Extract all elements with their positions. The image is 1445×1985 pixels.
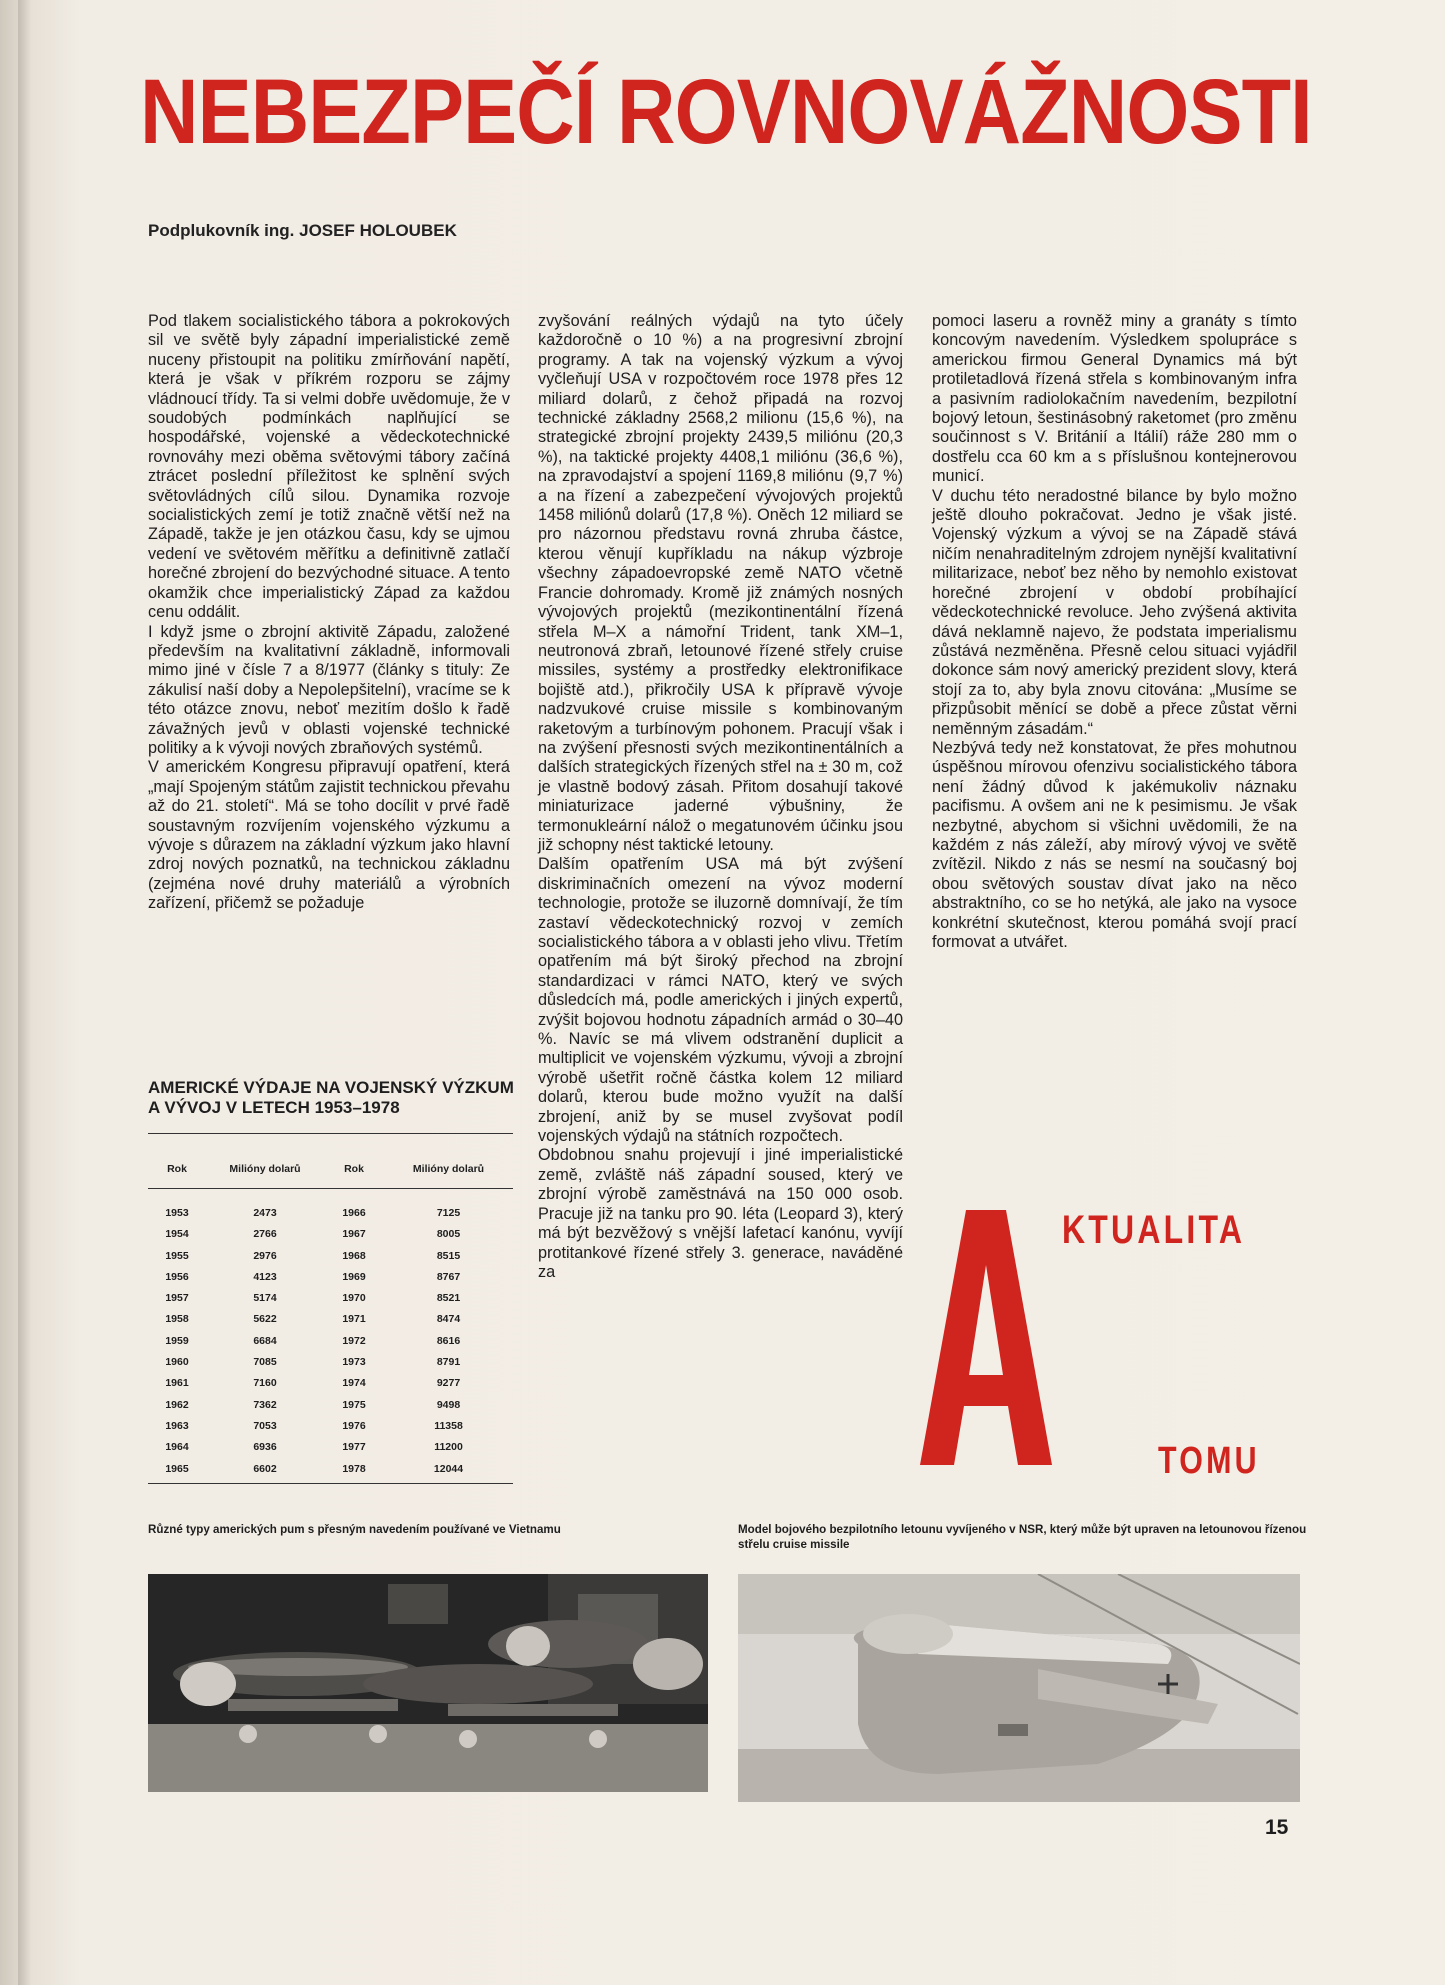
table-body <box>148 1203 513 1480</box>
table-cell: 1977 <box>342 1441 366 1454</box>
table-bottom-rule <box>148 1483 513 1484</box>
text-column-3 <box>932 312 1297 952</box>
table-cell: 1976 <box>342 1419 366 1432</box>
table-cell: 7085 <box>253 1356 277 1369</box>
table-row <box>148 1352 513 1373</box>
table-cell: 8521 <box>436 1292 461 1305</box>
table-row <box>148 1288 513 1309</box>
page-number: 15 <box>1265 1816 1289 1839</box>
table-row <box>148 1437 513 1458</box>
table-cell: 1973 <box>342 1356 366 1369</box>
logo-text-top: KTUALITA <box>1062 1208 1246 1252</box>
table-header-rule <box>148 1188 513 1189</box>
paragraph: pomoci laseru a rovněž miny a granáty s tímto koncovým navedením. Výsledkem spolupráce s americkou firmou General Dynamics má být protiletadlová řízená střela s kombinovaným infra a pasivním radiolokačním navedením, bezpilotní bojový letoun, šestinásobný raketomet (pro změnu součinnost s V. Británií a Itálií) ráže 280 mm o dostřelu cca 60 km a s příslušnou kontejnerovou municí. <box>932 312 1297 486</box>
table-row <box>148 1395 513 1416</box>
table-row <box>148 1267 513 1288</box>
table-cell: 6602 <box>253 1462 277 1475</box>
table-top-rule <box>148 1133 513 1134</box>
table-cell: 11200 <box>434 1441 463 1454</box>
table-cell: 1966 <box>342 1207 366 1219</box>
table-row <box>148 1203 513 1224</box>
table-cell: 2766 <box>253 1228 277 1241</box>
table-cell: 2976 <box>253 1249 277 1262</box>
table-cell: 7125 <box>436 1207 461 1219</box>
table-cell: 5174 <box>253 1292 277 1305</box>
table-cell: 8474 <box>436 1313 461 1326</box>
paragraph: Pod tlakem socialistického tábora a pokrokových sil ve světě byly západní imperialistické země nuceny přistoupit na politiku zmírňování napětí, která je však v příkrém rozporu se zájmy vládnoucí třídy. Ta si velmi dobře uvědomuje, že v soudobých podmínkách naplňující se hospodářské, vojenské a vědeckotechnické rovnováhy mezi oběma světovými tábory začíná ztrácet poslední příležitost ke splnění svých světovládných cílů silou. Dynamika rozvoje socialistických zemí je totiž značně větší než na Západě, takže je jen otázkou času, kdy se ujmou vedení ve světovém měřítku a definitivně zatlačí horečné zbrojení do bezvýchodné situace. A tento okamžik chce imperialistický Západ za každou cenu oddálit. <box>148 312 510 622</box>
big-a-letter <box>920 1210 1052 1465</box>
paragraph: Nezbývá tedy než konstatovat, že přes mohutnou úspěšnou mírovou ofenzivu socialistického tábora není žádný důvod k jakémukoliv náznaku pacifismu. A ovšem ani ne k pesimismu. Je však nezbytné, abychom si všichni uvědomili, že na každém z nás záleží, aby mírový vývoj ve světě zvítězil. Nikdo z nás se nesmí na současný boj obou světových soustav dívat jako na něco abstraktního, co se ho netýká, ale jako na vysoce konkrétní skutečnost, kterou pomáhá svojí prací formovat a utvářet. <box>932 738 1297 951</box>
table-cell: 1965 <box>165 1462 189 1475</box>
table-cell: 2473 <box>253 1207 277 1219</box>
table-cell: 1959 <box>165 1334 189 1347</box>
table-cell: 6936 <box>253 1441 277 1454</box>
paragraph: Obdobnou snahu projevují i jiné imperialistické země, zvláště náš západní soused, který ve zbrojní výrobě zaměstnává na 150 000 osob. Pracuje již na tanku pro 90. léta (Leopard 3), který má být bezvěžový s vnější lafetací kanónu, vyvíjí protitankové řízené střely 3. generace, naváděné za <box>538 1146 903 1281</box>
photo-caption-bombs: Různé typy amerických pum s přesným navedením používané ve Vietnamu <box>148 1523 561 1536</box>
table-cell: 1967 <box>342 1228 366 1241</box>
table-cell: 1962 <box>165 1398 189 1411</box>
table-cell: 1968 <box>342 1249 366 1262</box>
table-cell: 6684 <box>253 1334 277 1347</box>
text-column-1 <box>148 312 510 914</box>
table-cell: 1961 <box>165 1377 189 1390</box>
paragraph: zvyšování reálných výdajů na tyto účely každoročně o 10 %) a na progresivní zbrojní programy. A tak na vojenský výzkum a vývoj vyčleňují USA v rozpočtovém roce 1978 přes 12 miliard dolarů, z čehož připadá na rozvoj technické základny 2568,2 milionu (15,6 %), na strategické zbrojní projekty 2439,5 miliónu (20,3 %), na taktické projekty 4408,1 miliónu (36,6 %), na zpravodajství a spojení 1169,8 miliónu (9,7 %) a na řízení a zabezpečení vývojových projektů 1458 miliónů dolarů (17,8 %). Oněch 12 miliard se pro názornou představu rovná zhruba částce, kterou věnují kupříkladu na nákup výzbroje všechny západoevropské země NATO včetně Francie dohromady. Kromě již známých nosných vývojových projektů (mezikontinentální řízená střela M–X a námořní Trident, tank XM–1, neutronová zbraň, letounové řízené střely cruise missiles, systémy a prostředky elektronifikace bojiště atd.), přikročily USA k přípravě vývoje nadzvukové cruise missile s kombinovaným raketovým a turbínovým pohonem. Pracují však i na zvýšení přesnosti svých mezikontinentálních a dalších strategických řízených střel na ± 30 m, což je vlastně bodový zásah. Přitom dosahují takové miniaturizace jaderné výbušniny, že termonukleární nálož o megatunovém účinku jsou již schopny nést taktické letouny. <box>538 312 903 854</box>
paragraph: V duchu této neradostné bilance by bylo možno ještě dlouho pokračovat. Jedno je však jisté. Vojenský výzkum a vývoj se na Západě stává ničím nenahraditelným zdrojem nynější kvalitativní militarizace, neboť bez něho by nemohlo existovat horečné zbrojení v období probíhající vědeckotechnické revoluce. Jeho zvýšená aktivita dává neklamně najevo, že podstata imperialismu zůstává nezměněna. Přesně celou situaci vyjádřil dokonce sám nový americký prezident slovy, která stojí za to, aby byla znovu citována: „Musíme se přizpůsobit měnící se době a přece zůstat věrni neměnným zásadám.“ <box>932 486 1297 738</box>
table-cell: 11358 <box>434 1419 463 1432</box>
photo-drone-model <box>738 1574 1300 1802</box>
table-header-cell: Milióny dolarů <box>412 1163 485 1175</box>
table-cell: 12044 <box>433 1462 464 1475</box>
table-cell: 1953 <box>165 1207 189 1219</box>
table-row <box>148 1373 513 1394</box>
table-row <box>148 1331 513 1352</box>
table-cell: 1957 <box>165 1292 189 1305</box>
table-cell: 8767 <box>436 1270 461 1283</box>
text-column-2 <box>538 312 903 1282</box>
table-cell: 8515 <box>436 1249 461 1262</box>
paragraph: Dalším opatřením USA má být zvýšení diskriminačních omezení na vývoz moderní technologie, protože se iluzorně domnívají, že tím zastaví vědeckotechnický rozvoj v zemích socialistického tábora a v oblasti jeho vlivu. Třetím opatřením má být široký přechod na zbrojní standardizaci v rámci NATO, který ve svých důsledcích má, podle amerických i jiných expertů, zvýšit bojovou hodnotu západních armád o 30–40 %. Navíc se má vlivem odstranění duplicit a multiplicit ve vojenském výzkumu, vývoji a zbrojní výrobě ušetřit ročně částka kolem 12 miliard dolarů, kterou bude možno využít na další zbrojení, aniž by se musel zvyšovat podíl vojenských výdajů na státních rozpočtech. <box>538 855 903 1146</box>
table-cell: 1978 <box>342 1462 366 1475</box>
big-a-letter-text: A <box>920 1210 921 1211</box>
article-author: Podplukovník ing. JOSEF HOLOUBEK <box>148 221 457 240</box>
table-cell: 1963 <box>165 1419 189 1432</box>
table-row <box>148 1309 513 1330</box>
table-cell: 7362 <box>253 1398 277 1411</box>
paragraph: I když jsme o zbrojní aktivitě Západu, založené především na kvalitativní základně, informovali mimo jiné v čísle 7 a 8/1977 (články s tituly: Ze zákulisí naší doby a Nepolepšitelní), vracíme se k této otázce znovu, neboť mezitím došlo k řadě závažných jevů v oblasti vojenské technické politiky a k vývoji nových zbraňových systémů. <box>148 622 510 757</box>
table-cell: 1975 <box>342 1398 366 1411</box>
table-cell: 1956 <box>165 1270 189 1283</box>
table-cell: 5622 <box>253 1313 277 1326</box>
table-cell: 1955 <box>165 1249 189 1262</box>
table-cell: 1969 <box>342 1270 366 1283</box>
table-cell: 7160 <box>253 1377 277 1390</box>
table-title: AMERICKÉ VÝDAJE NA VOJENSKÝ VÝZKUM A VÝVOJ V LETECH 1953–1978 <box>148 1078 514 1117</box>
table-cell: 1970 <box>342 1292 366 1305</box>
table-cell: 4123 <box>253 1270 277 1283</box>
table-cell: 8616 <box>436 1334 461 1347</box>
table-header-row <box>148 1163 513 1175</box>
table-cell: 9277 <box>436 1377 461 1390</box>
table-row <box>148 1459 513 1480</box>
table-cell: 9498 <box>436 1398 461 1411</box>
table-cell: 1971 <box>342 1313 366 1326</box>
photo-bombs <box>148 1574 708 1792</box>
table-header-cell: Milióny dolarů <box>229 1163 301 1175</box>
table-row <box>148 1416 513 1437</box>
table-cell: 8005 <box>436 1228 461 1241</box>
photo-caption-drone: Model bojového bezpilotního letounu vyvíjeného v NSR, který může být upraven na letounovou řízenou střelu cruise missile <box>738 1523 1307 1551</box>
table-cell: 1960 <box>165 1356 189 1369</box>
article-title: NEBEZPEČÍ ROVNOVÁŽNOSTI <box>140 61 1312 163</box>
table-header-cell: Rok <box>167 1163 187 1175</box>
page-gutter-shadow <box>18 0 32 1985</box>
table-cell: 1974 <box>342 1377 366 1390</box>
table-cell: 1972 <box>342 1334 366 1347</box>
table-row <box>148 1246 513 1267</box>
table-cell: 7053 <box>253 1419 277 1432</box>
table-cell: 8791 <box>436 1356 461 1369</box>
table-cell: 1958 <box>165 1313 189 1326</box>
table-row <box>148 1224 513 1245</box>
paragraph: V americkém Kongresu připravují opatření, která „mají Spojeným státům zajistit technickou převahu až do 21. století“. Má se toho docílit v prvé řadě soustavným rozvíjením vojenského výzkumu a vývoje s důrazem na základní výzkum jako hlavní zdroj nových poznatků, na technickou základnu (zejména nové druhy materiálů a výrobních zařízení, přičemž se požaduje <box>148 758 510 913</box>
table-header-cell: Rok <box>344 1163 364 1175</box>
table-cell: 1964 <box>165 1441 189 1454</box>
table-cell: 1954 <box>165 1228 189 1241</box>
logo-text-bottom: TOMU <box>1158 1440 1260 1482</box>
